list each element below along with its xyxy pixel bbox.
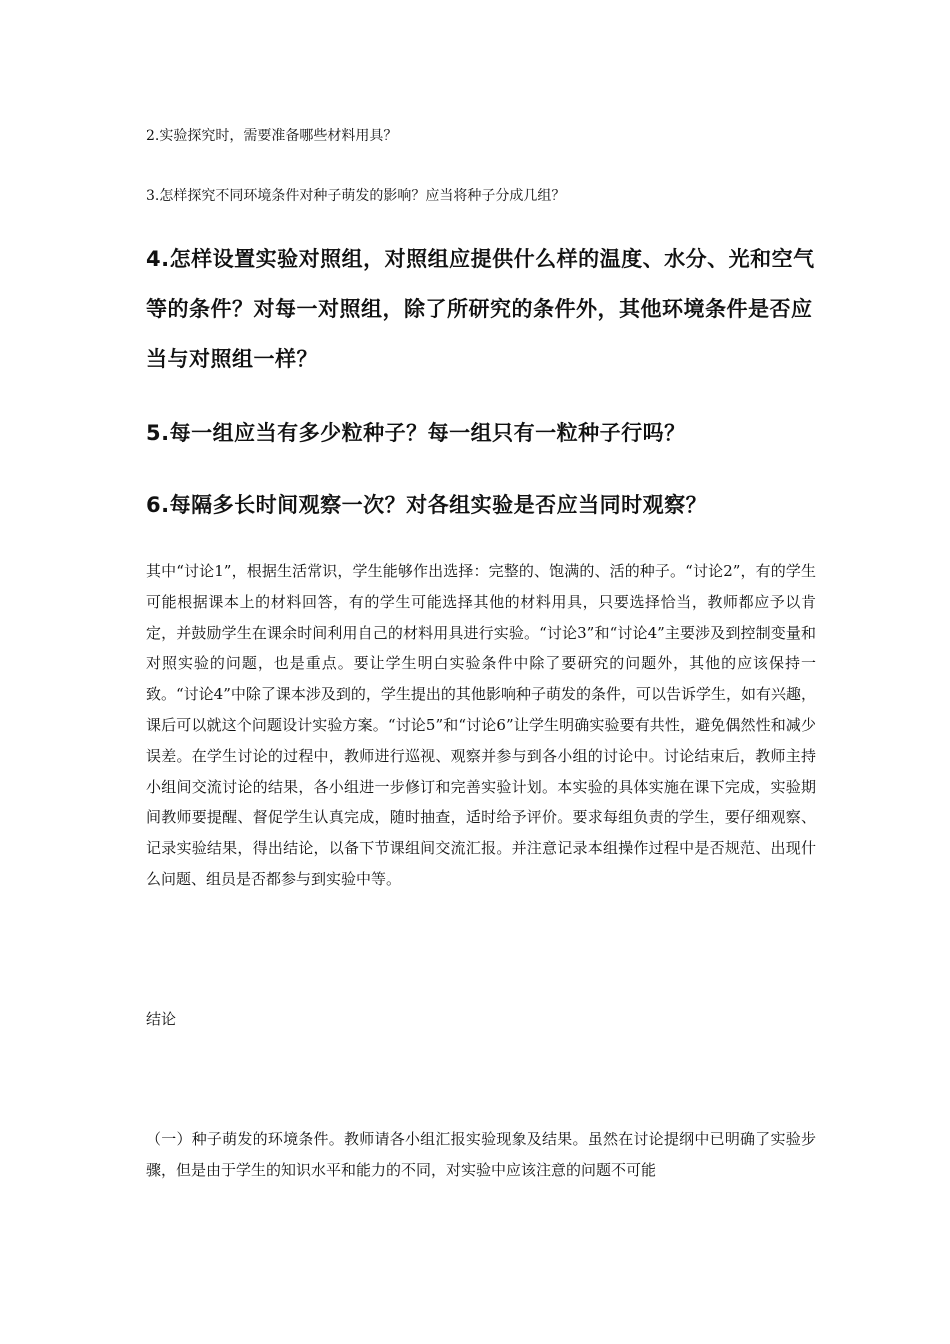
question-2: 2.实验探究时，需要准备哪些材料用具？ bbox=[146, 128, 398, 144]
question-6: 6.每隔多长时间观察一次？对各组实验是否应当同时观察？ bbox=[146, 493, 708, 517]
conclusion-paragraph: （一）种子萌发的环境条件。教师请各小组汇报实验现象及结果。虽然在讨论提纲中已明确了实验步骤，但是由于学生的知识水平和能力的不同，对实验中应该注意的问题不可能 bbox=[146, 1130, 816, 1179]
question-4: 4.怎样设置实验对照组，对照组应提供什么样的温度、水分、光和空气等的条件？对每一对照组，除了所研究的条件外，其他环境条件是否应当与对照组一样？ bbox=[146, 247, 815, 371]
conclusion-heading: 结论 bbox=[146, 1010, 177, 1028]
discussion-paragraph: 其中“讨论1”，根据生活常识，学生能够作出选择：完整的、饱满的、活的种子。“讨论2”，有的学生可能根据课本上的材料回答，有的学生可能选择其他的材料用具，只要选择恰当，教师都应予以肯定，并鼓励学生在课余时间利用自己的材料用具进行实验。“讨论3”和“讨论4”主要涉及到控制变量和对照实验的问题，也是重点。要让学生明白实验条件中除了要研究的问题外，其他的应该保持一致。“讨论4”中除了课本涉及到的，学生提出的其他影响种子萌发的条件，可以告诉学生，如有兴趣，课后可以就这个问题设计实验方案。“讨论5”和“讨论6”让学生明确实验要有共性，避免偶然性和减少误差。在学生讨论的过程中，教师进行巡视、观察并参与到各小组的讨论中。讨论结束后，教师主持小组间交流讨论的结果，各小组进一步修订和完善实验计划。本实验的具体实施在课下完成，实验期间教师要提醒、督促学生认真完成，随时抽查，适时给予评价。要求每组负责的学生，要仔细观察、记录实验结果，得出结论，以备下节课组间交流汇报。并注意记录本组操作过程中是否规范、出现什么问题、组员是否都参与到实验中等。 bbox=[146, 562, 816, 888]
question-5: 5.每一组应当有多少粒种子？每一组只有一粒种子行吗？ bbox=[146, 421, 686, 445]
question-3: 3.怎样探究不同环境条件对种子萌发的影响？应当将种子分成几组？ bbox=[146, 188, 566, 204]
